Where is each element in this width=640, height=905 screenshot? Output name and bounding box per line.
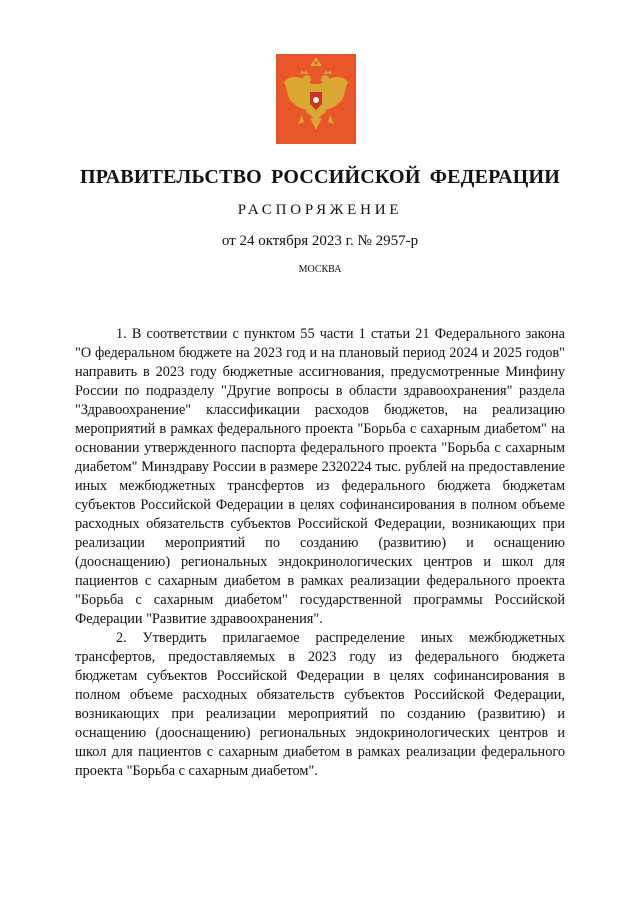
document-date-number: от 24 октября 2023 г. № 2957-р	[221, 233, 419, 249]
russian-coat-of-arms-icon	[276, 54, 356, 144]
document-body	[75, 325, 565, 781]
document-type: РАСПОРЯЖЕНИЕ	[237, 202, 403, 218]
paragraph-1: 1. В соответствии с пунктом 55 части 1 статьи 21 Федерального закона "О федеральном бюджете на 2023 год и на плановый период 2024 и 2025 годов" направить в 2023 году бюджетные ассигнования, предусмотренные Минфину России по подразделу "Другие вопросы в области здравоохранения" раздела "Здравоохранение" классификации расходов бюджетов, на реализацию мероприятий в рамках федерального проекта "Борьба с сахарным диабетом" на основании утвержденного паспорта федерального проекта "Борьба с сахарным диабетом" Минздраву России в размере 2320224 тыс. рублей на предоставление иных межбюджетных трансфертов из федерального бюджета бюджетам субъектов Российской Федерации в целях софинансирования в полном объеме расходных обязательств субъектов Российской Федерации, возникающих при реализации мероприятий по созданию (развитию) и оснащению (дооснащению) региональных эндокринологических центров и школ для пациентов с сахарным диабетом в рамках реализации федерального проекта "Борьба с сахарным диабетом" государственной программы Российской Федерации "Развитие здравоохранения".	[75, 326, 565, 627]
document-city: МОСКВА	[298, 264, 342, 275]
government-title: ПРАВИТЕЛЬСТВО РОССИЙСКОЙ ФЕДЕРАЦИИ	[80, 166, 560, 188]
paragraph-2: 2. Утвердить прилагаемое распределение иных межбюджетных трансфертов, предоставляемых в 2023 году из федерального бюджета бюджетам субъектов Российской Федерации в целях софинансирования в полном объеме расходных обязательств субъектов Российской Федерации, возникающих при реализации мероприятий по созданию (развитию) и оснащению (дооснащению) региональных эндокринологических центров и школ для пациентов с сахарным диабетом в рамках реализации федерального проекта "Борьба с сахарным диабетом".	[75, 630, 565, 779]
